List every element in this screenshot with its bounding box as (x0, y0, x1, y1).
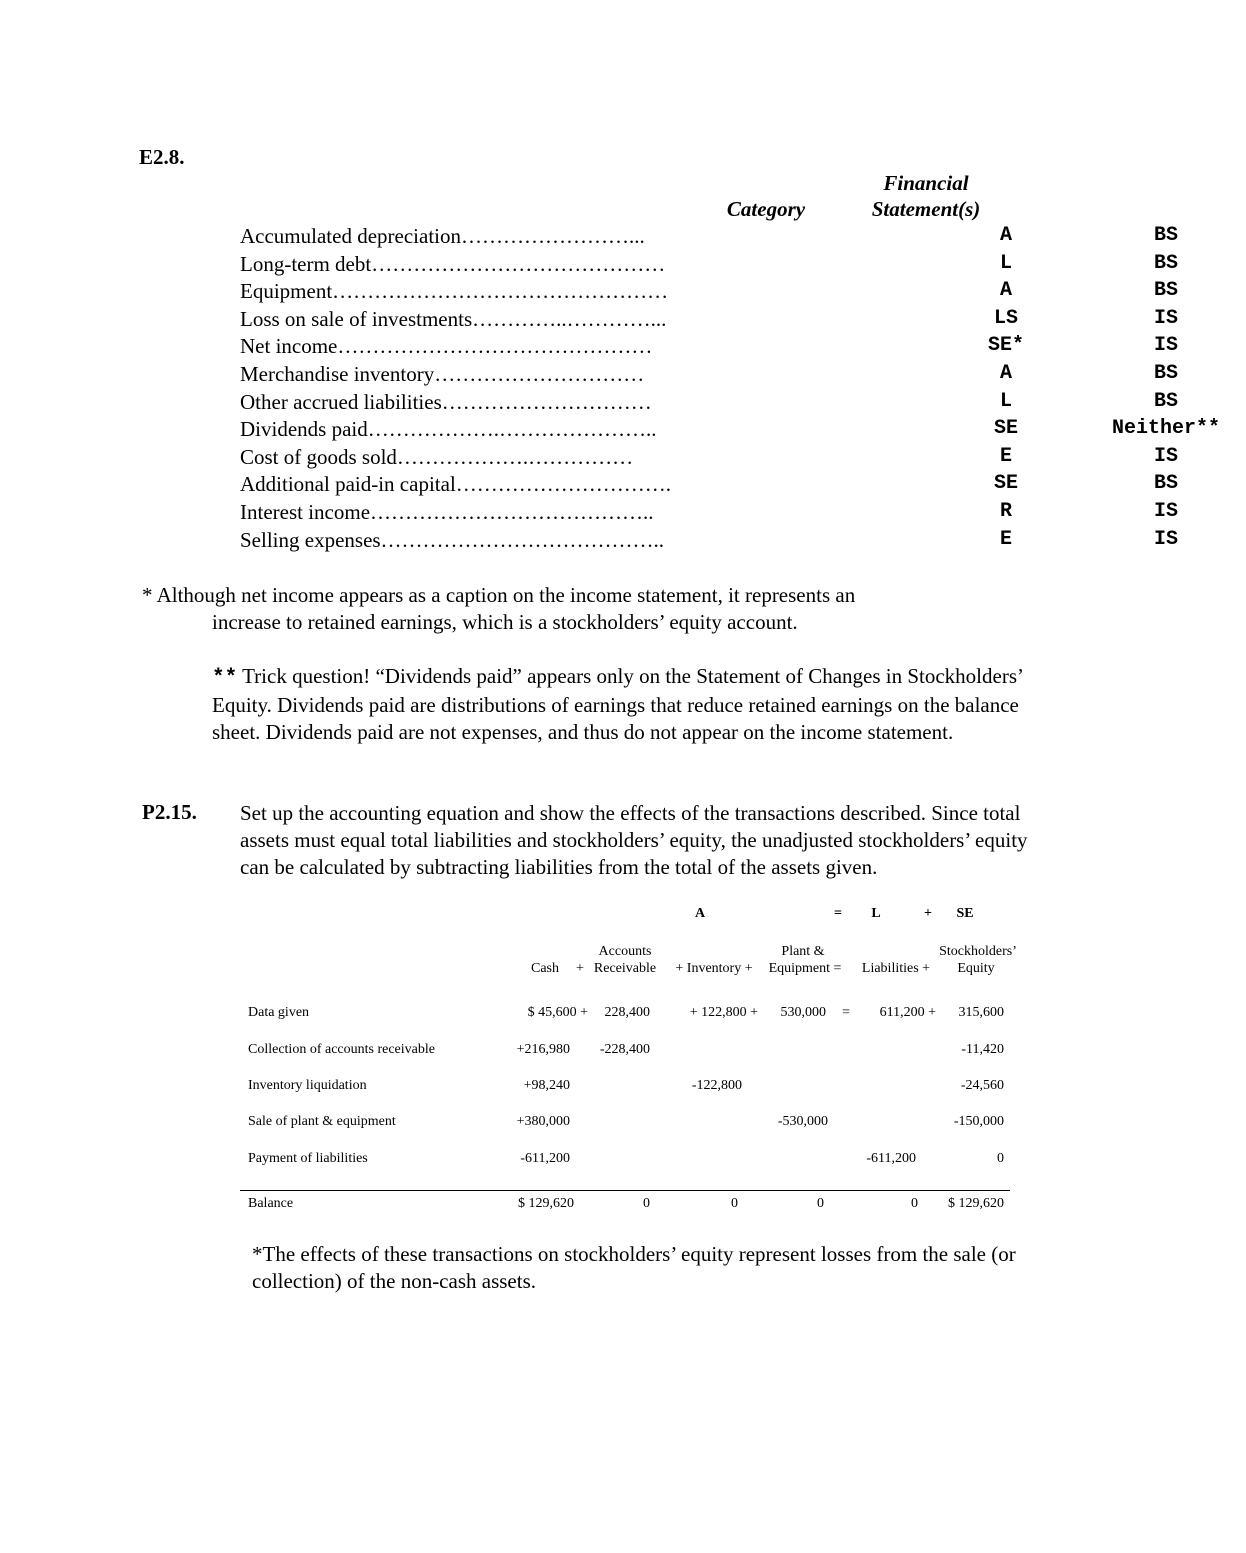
cell-equals: = (842, 1005, 850, 1020)
header-ar-line2: Receivable (593, 961, 657, 976)
account-category: E (999, 444, 1012, 468)
header-plus: + (576, 961, 584, 976)
cell-liabilities: -611,200 (866, 1151, 916, 1166)
cell-cash: +98,240 (523, 1078, 570, 1093)
account-category: E (999, 527, 1012, 551)
statement-column-header: Statement(s) (871, 197, 981, 221)
balance-rule (240, 1190, 1010, 1191)
account-category: L (999, 389, 1012, 413)
account-label: Dividends paid……………….………………….. (240, 417, 657, 442)
equation-liabilities: L (871, 906, 881, 921)
e28-row (240, 251, 1178, 280)
row-label: Collection of accounts receivable (248, 1042, 435, 1057)
cell-liabilities: 0 (911, 1196, 918, 1211)
cell-cash: +380,000 (516, 1114, 570, 1129)
header-se-line1: Stockholders’ (939, 944, 1017, 959)
row-label: Sale of plant & equipment (248, 1114, 396, 1129)
row-label: Payment of liabilities (248, 1151, 368, 1166)
balance-row (248, 1196, 1008, 1216)
table-row (248, 1005, 1008, 1025)
cell-pe: -530,000 (777, 1114, 828, 1129)
cell-se: -24,560 (960, 1078, 1004, 1093)
account-statement: IS (1153, 499, 1178, 523)
cell-cash: +216,980 (516, 1042, 570, 1057)
row-label: Data given (248, 1005, 310, 1020)
table-row (248, 1114, 1008, 1134)
dividends-note-text: Trick question! “Dividends paid” appears only on the Statement of Changes in Stockholders’ Equity. Dividends paid are distributions of earnings that reduce retained earnings on the balance sheet. Dividends paid are not expenses, and thus do not appear on the income statement. (212, 664, 1023, 744)
account-statement: Neither** (1111, 417, 1221, 441)
account-statement: BS (1153, 472, 1178, 496)
cell-ar: 228,400 (604, 1005, 650, 1020)
category-column-header: Category (726, 197, 806, 221)
e28-account-list (240, 224, 1221, 555)
p215-body: Set up the accounting equation and show the effects of the transactions described. Since total assets must equal total liabilities and stockholders’ equity, the unadjusted stockholders’ equity can be calculated by subtracting liabilities from the total of the assets given. (240, 801, 1028, 879)
account-statement: BS (1153, 389, 1178, 413)
cell-cash: -611,200 (520, 1151, 570, 1166)
account-label: Loss on sale of investments…………..…………... (240, 306, 667, 331)
cell-ar: -228,400 (599, 1042, 650, 1057)
account-label: Net income……………………………………… (240, 334, 653, 359)
account-category: A (999, 279, 1012, 303)
account-category: SE (993, 472, 1018, 496)
header-inventory: + Inventory + (675, 961, 753, 976)
account-label: Selling expenses………………………………….. (240, 527, 665, 552)
cell-cash: $ 45,600 + (527, 1005, 588, 1020)
cell-se: 315,600 (958, 1005, 1004, 1020)
net-income-note-line2: increase to retained earnings, which is a stockholders’ equity account. (212, 610, 798, 634)
row-label: Inventory liquidation (248, 1078, 367, 1093)
table-row (248, 1078, 1008, 1098)
e28-title: E2.8. (139, 145, 185, 169)
e28-row (240, 444, 1178, 473)
e28-row (240, 527, 1178, 556)
account-statement: BS (1153, 361, 1178, 385)
account-label: Cost of goods sold……………….…………… (240, 444, 634, 469)
account-category: LS (993, 306, 1018, 330)
e28-row (240, 389, 1178, 418)
row-label: Balance (248, 1196, 294, 1211)
cell-se: 0 (997, 1151, 1004, 1166)
account-statement: BS (1153, 279, 1178, 303)
table-row (248, 1151, 1008, 1171)
account-label: Interest income………………………………….. (240, 499, 654, 524)
header-pe-line1: Plant & (781, 944, 825, 959)
table-row (248, 1042, 1008, 1062)
account-statement: BS (1153, 224, 1178, 247)
account-statement: IS (1153, 444, 1178, 468)
account-category: L (999, 251, 1012, 275)
account-statement: IS (1153, 334, 1178, 358)
e28-row (240, 334, 1178, 362)
account-statement: IS (1153, 527, 1178, 551)
header-cash: Cash (531, 961, 559, 976)
cell-se: -11,420 (961, 1042, 1004, 1057)
account-category: SE* (987, 334, 1024, 358)
account-label: Merchandise inventory………………………… (240, 361, 645, 386)
cell-ar: 0 (643, 1196, 650, 1211)
cell-pe: 0 (817, 1196, 824, 1211)
account-label: Accumulated depreciation……………………... (240, 224, 645, 248)
equation-se: SE (956, 906, 974, 921)
e28-row (240, 279, 1178, 307)
equation-equals: = (834, 906, 842, 921)
p215-title: P2.15. (142, 800, 197, 824)
e28-row (240, 224, 1178, 252)
account-label: Other accrued liabilities………………………… (240, 389, 652, 414)
account-category: A (999, 361, 1012, 385)
header-ar-line1: Accounts (598, 944, 652, 959)
e28-row (240, 361, 1178, 390)
account-category: SE (993, 417, 1018, 441)
cell-inventory: -122,800 (691, 1078, 742, 1093)
header-se-line2: Equity (957, 961, 995, 976)
account-statement: IS (1153, 306, 1178, 330)
cell-liabilities: 611,200 + (879, 1005, 936, 1020)
header-pe-line2: Equipment = (768, 961, 842, 976)
cell-cash: $ 129,620 (518, 1196, 574, 1211)
dividends-note (212, 663, 1052, 746)
account-label: Equipment………………………………………… (240, 279, 669, 304)
account-label: Additional paid-in capital…………………………. (240, 472, 672, 497)
cell-pe: 530,000 (780, 1005, 826, 1020)
net-income-note (142, 582, 1042, 636)
double-asterisk: ** (212, 667, 238, 690)
e28-row (240, 499, 1178, 528)
cell-inventory: + 122,800 + (689, 1005, 758, 1020)
equation-plus: + (924, 906, 932, 921)
account-category: R (999, 499, 1012, 523)
account-statement: BS (1153, 251, 1178, 275)
e28-row (240, 472, 1178, 500)
equation-assets: A (694, 906, 706, 921)
cell-se: -150,000 (953, 1114, 1004, 1129)
e28-row (240, 417, 1221, 445)
account-label: Long-term debt…………………………………… (240, 251, 666, 276)
header-liabilities: Liabilities + (861, 961, 931, 976)
e28-row (240, 306, 1178, 335)
cell-se: $ 129,620 (948, 1196, 1004, 1211)
financial-column-header: Financial (883, 171, 969, 195)
cell-inventory: 0 (731, 1196, 738, 1211)
account-category: A (999, 224, 1012, 247)
net-income-note-line1: * Although net income appears as a caption on the income statement, it represents an (142, 583, 856, 607)
p215-footnote: *The effects of these transactions on stockholders’ equity represent losses from the sale (or collection) of the non-cash assets. (252, 1242, 1016, 1293)
